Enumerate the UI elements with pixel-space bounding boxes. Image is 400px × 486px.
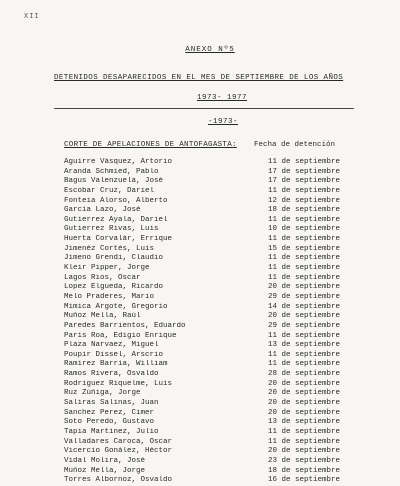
list-item — [64, 370, 384, 380]
list-item — [64, 467, 384, 477]
detainee-name: Rodríguez Riquelme, Luis — [64, 379, 173, 388]
detention-date: 20 de septiembre — [268, 312, 341, 321]
detention-date: 11 de septiembre — [268, 427, 341, 436]
detention-date: 11 de septiembre — [268, 158, 341, 166]
list-item — [64, 351, 384, 361]
annex-label: ANEXO Nº5 — [185, 46, 235, 54]
detention-date: 11 de septiembre — [268, 331, 341, 340]
detainee-name: Bagus Valenzuela, José — [64, 177, 164, 186]
list-item — [64, 341, 384, 351]
detention-date: 13 de septiembre — [268, 418, 341, 427]
divider-line — [54, 108, 354, 109]
detention-date: 10 de septiembre — [268, 225, 341, 234]
court-name: CORTE DE APELACIONES DE ANTOFAGASTA: — [64, 141, 237, 149]
list-item — [64, 187, 384, 197]
list-item — [64, 312, 384, 322]
section-year: -1973- — [207, 118, 238, 126]
detainee-name: Gutierrez Ayala, Dariel — [64, 215, 168, 224]
list-item — [64, 235, 384, 245]
list-item — [64, 428, 384, 438]
list-item — [64, 283, 384, 293]
list-item — [64, 225, 384, 235]
detainee-name: Soto Peredo, Gustavo — [64, 418, 155, 427]
section-year-heading — [0, 118, 400, 126]
list-item — [64, 457, 384, 467]
detention-date: 14 de septiembre — [268, 302, 341, 311]
detainee-name: Muñoz Mella, Raúl — [64, 312, 141, 321]
list-item — [64, 438, 384, 448]
detention-date: 20 de septiembre — [268, 399, 341, 408]
detainee-name: Ramos Rivera, Osvaldo — [64, 370, 159, 379]
detainee-list — [64, 158, 384, 486]
detainee-name: Ramírez Barría, William — [64, 360, 168, 369]
detainee-name: Sanchez Perez, Cimer — [64, 408, 155, 417]
detainee-name: Jimenéz Cortés, Luis — [64, 244, 155, 253]
detention-date: 17 de septiembre — [268, 177, 341, 186]
detention-date: 23 de septiembre — [268, 456, 341, 465]
list-item — [64, 322, 384, 332]
detainee-name: Aranda Schmied, Pablo — [64, 167, 159, 176]
list-item — [64, 303, 384, 313]
list-item — [64, 206, 384, 216]
detention-date: 11 de septiembre — [268, 215, 341, 224]
detainee-name: Gutierrez Rivas, Luis — [64, 225, 159, 234]
detainee-name: Lopez Elgueda, Ricardo — [64, 283, 164, 292]
detainee-name: Jimeno Grendi, Claudio — [64, 254, 164, 263]
page-number: XII — [24, 13, 40, 21]
detention-date: 28 de septiembre — [268, 370, 341, 379]
list-item — [64, 274, 384, 284]
detention-date: 18 de septiembre — [268, 466, 341, 475]
detention-date: 13 de septiembre — [268, 341, 341, 350]
detainee-name: París Roa, Edigio Enrique — [64, 331, 177, 340]
list-item — [64, 158, 384, 168]
list-item — [64, 245, 384, 255]
list-item — [64, 447, 384, 457]
detention-date: 18 de septiembre — [268, 206, 341, 215]
list-item — [64, 399, 384, 409]
detainee-name: Paredes Barrientos, Eduardo — [64, 321, 186, 330]
annex-heading — [0, 46, 400, 54]
list-item — [64, 332, 384, 342]
detainee-name: Valladares Caroca, Oscar — [64, 437, 173, 446]
list-item — [64, 360, 384, 370]
list-item — [64, 380, 384, 390]
detainee-name: Ruz Zúñiga, Jorge — [64, 389, 141, 398]
detainee-name: Mimica Argote, Gregorio — [64, 302, 168, 311]
detention-date: 20 de septiembre — [268, 389, 341, 398]
detention-date: 11 de septiembre — [268, 235, 341, 244]
list-item — [64, 254, 384, 264]
year-range-heading — [0, 94, 400, 102]
detention-date: 15 de septiembre — [268, 244, 341, 253]
list-item — [64, 418, 384, 428]
detention-date: 20 de septiembre — [268, 283, 341, 292]
list-item — [64, 197, 384, 207]
detainee-name: Muñoz Mella, Jorge — [64, 466, 146, 475]
detention-date: 11 de septiembre — [268, 273, 341, 282]
list-item — [64, 177, 384, 187]
detention-date: 11 de septiembre — [268, 254, 341, 263]
list-item — [64, 389, 384, 399]
detainee-name: Vicercio Gonález, Héctor — [64, 447, 173, 456]
detention-date: 11 de septiembre — [268, 360, 341, 369]
detention-date: 29 de septiembre — [268, 292, 341, 301]
detainee-name: Fonteia Alorso, Alberto — [64, 196, 168, 205]
detention-date: 11 de septiembre — [268, 264, 341, 273]
detainee-name: Vidal Molira, José — [64, 456, 146, 465]
list-item — [64, 168, 384, 178]
detention-date: 11 de septiembre — [268, 437, 341, 446]
detainee-name: Huerta Corvalár, Errique — [64, 235, 173, 244]
detention-date: 16 de septiembre — [268, 476, 341, 485]
list-item — [64, 216, 384, 226]
list-item — [64, 409, 384, 419]
detention-date: 20 de septiembre — [268, 379, 341, 388]
detention-date: 29 de septiembre — [268, 321, 341, 330]
detention-date: 12 de septiembre — [268, 196, 341, 205]
detention-date: 11 de septiembre — [268, 350, 341, 359]
detention-date: 20 de septiembre — [268, 447, 341, 456]
detention-date: 11 de septiembre — [268, 186, 341, 195]
detainee-name: Lagos Rios, Oscar — [64, 273, 141, 282]
detainee-name: Aguirre Vásquez, Artorio — [64, 158, 173, 166]
detention-date: 20 de septiembre — [268, 408, 341, 417]
list-item — [64, 293, 384, 303]
list-item — [64, 476, 384, 486]
detainee-name: Poupir Dissel, Arscrio — [64, 350, 164, 359]
detainee-name: Tapia Martínez, Julio — [64, 427, 159, 436]
detainee-name: Saliras Salinas, Juan — [64, 399, 159, 408]
document-title: DETENIDOS DESAPARECIDOS EN EL MES DE SEPTIEMBRE DE LOS AÑOS — [54, 74, 344, 82]
detention-date: 17 de septiembre — [268, 167, 341, 176]
year-range: 1973- 1977 — [196, 94, 247, 102]
detainee-name: Escobar Cruz, Dariel — [64, 186, 155, 195]
date-column-header: Fecha de detención — [254, 141, 336, 149]
detainee-name: Kleir Pipper, Jorge — [64, 264, 150, 273]
list-item — [64, 264, 384, 274]
detainee-name: García Lazo, José — [64, 206, 141, 215]
detainee-name: Melo Praderes, Mario — [64, 292, 155, 301]
detainee-name: Torres Albornoz, Osvaldo — [64, 476, 173, 485]
detainee-name: Plaza Narvaez, Miguel — [64, 341, 159, 350]
court-heading — [64, 141, 237, 149]
